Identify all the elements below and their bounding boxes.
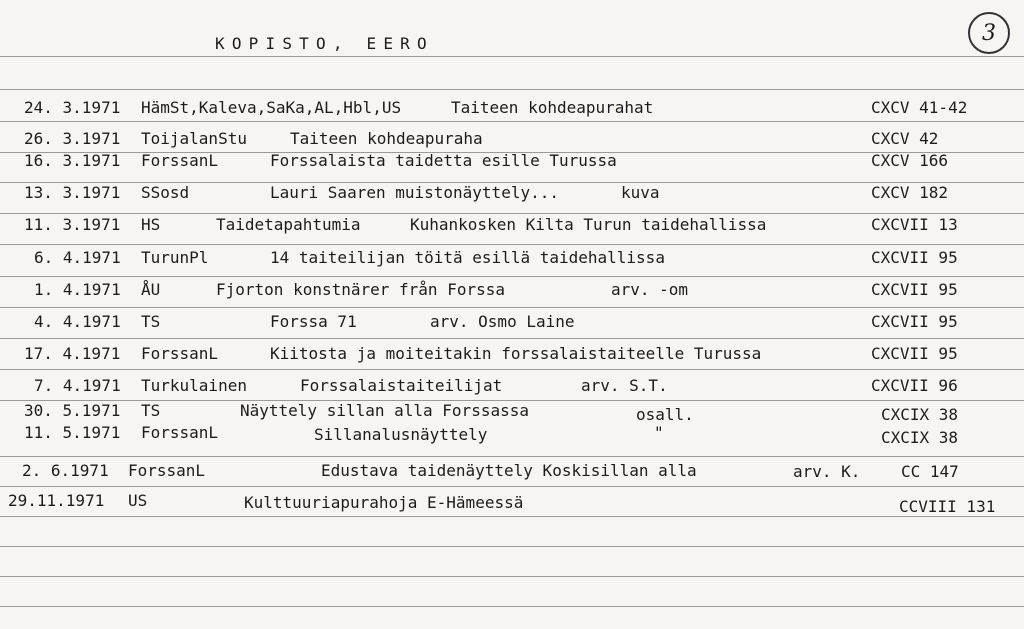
entry-source: ForssanL bbox=[141, 344, 219, 363]
entry-reference: CXCIX 38 bbox=[881, 428, 959, 447]
entry-date: 29.11.1971 bbox=[8, 491, 105, 510]
entry-source: TS bbox=[141, 401, 161, 420]
entry-reference: CXCVII 95 bbox=[871, 312, 958, 331]
entry-title: Taiteen kohdeapurahat bbox=[451, 98, 654, 117]
entry-date: 4. 4.1971 bbox=[34, 312, 121, 331]
entry-reference: CXCV 42 bbox=[871, 129, 939, 148]
entry-title: Forssalaistaiteilijat bbox=[300, 376, 503, 395]
entry-note: " bbox=[654, 423, 664, 442]
entry-date: 11. 3.1971 bbox=[24, 215, 121, 234]
entry-source: US bbox=[128, 491, 148, 510]
entry-source: ÅU bbox=[141, 280, 161, 299]
entry-date: 24. 3.1971 bbox=[24, 98, 121, 117]
ruled-line bbox=[0, 606, 1024, 607]
entry-reference: CXCIX 38 bbox=[881, 405, 959, 424]
entry-reference: CXCV 182 bbox=[871, 183, 949, 202]
entry-reference: CXCV 166 bbox=[871, 151, 949, 170]
entry-note: arv. Osmo Laine bbox=[430, 312, 575, 331]
entry-title: Taidetapahtumia bbox=[216, 215, 361, 234]
entry-note: Kuhankosken Kilta Turun taidehallissa bbox=[410, 215, 767, 234]
page-number-circle bbox=[968, 12, 1010, 54]
entry-date: 11. 5.1971 bbox=[24, 423, 121, 442]
entry-note: arv. S.T. bbox=[581, 376, 668, 395]
entry-source: HS bbox=[141, 215, 161, 234]
ruled-line bbox=[0, 89, 1024, 90]
entry-reference: CCVIII 131 bbox=[899, 497, 996, 516]
entry-source: ForssanL bbox=[128, 461, 206, 480]
entry-note: arv. -om bbox=[611, 280, 689, 299]
entry-title: Edustava taidenäyttely Koskisillan alla bbox=[321, 461, 697, 480]
ruled-line bbox=[0, 546, 1024, 547]
entry-title: Näyttely sillan alla Forssassa bbox=[240, 401, 529, 420]
entry-note: osall. bbox=[636, 405, 694, 424]
entry-title: Sillanalusnäyttely bbox=[314, 425, 488, 444]
ruled-line bbox=[0, 276, 1024, 277]
entry-note: kuva bbox=[621, 183, 660, 202]
entry-reference: CXCVII 95 bbox=[871, 344, 958, 363]
ruled-line bbox=[0, 244, 1024, 245]
entry-title: Kiitosta ja moiteitakin forssalaistaiteelle Turussa bbox=[270, 344, 762, 363]
entry-source: ToijalanStu bbox=[141, 129, 247, 148]
entry-title: Forssalaista taidetta esille Turussa bbox=[270, 151, 617, 170]
ruled-line bbox=[0, 56, 1024, 57]
entry-title: 14 taiteilijan töitä esillä taidehallissa bbox=[270, 248, 665, 267]
entry-date: 6. 4.1971 bbox=[34, 248, 121, 267]
entry-source: ForssanL bbox=[141, 423, 219, 442]
ruled-line bbox=[0, 456, 1024, 457]
entry-reference: CXCVII 96 bbox=[871, 376, 958, 395]
ruled-line bbox=[0, 213, 1024, 214]
entry-source: ForssanL bbox=[141, 151, 219, 170]
entry-date: 16. 3.1971 bbox=[24, 151, 121, 170]
ruled-line bbox=[0, 369, 1024, 370]
entry-source: TurunPl bbox=[141, 248, 209, 267]
entry-title: Forssa 71 bbox=[270, 312, 357, 331]
entry-reference: CC 147 bbox=[901, 462, 959, 481]
entry-source: HämSt,Kaleva,SaKa,AL,Hbl,US bbox=[141, 98, 402, 117]
entry-reference: CXCV 41-42 bbox=[871, 98, 968, 117]
ruled-line bbox=[0, 338, 1024, 339]
entry-note: arv. K. bbox=[793, 462, 861, 481]
entry-date: 17. 4.1971 bbox=[24, 344, 121, 363]
entry-reference: CXCVII 95 bbox=[871, 248, 958, 267]
entry-title: Taiteen kohdeapuraha bbox=[290, 129, 483, 148]
ruled-line bbox=[0, 576, 1024, 577]
entry-date: 7. 4.1971 bbox=[34, 376, 121, 395]
entry-reference: CXCVII 13 bbox=[871, 215, 958, 234]
card-heading-name: KOPISTO, EERO bbox=[215, 34, 434, 53]
ruled-line bbox=[0, 121, 1024, 122]
ruled-line bbox=[0, 307, 1024, 308]
entry-source: SSosd bbox=[141, 183, 190, 202]
entry-source: TS bbox=[141, 312, 161, 331]
entry-title: Fjorton konstnärer från Forssa bbox=[216, 280, 505, 299]
entry-title: Kulttuuriapurahoja E-Hämeessä bbox=[244, 493, 524, 512]
page-number: 3 bbox=[982, 20, 996, 46]
entry-title: Lauri Saaren muistonäyttely... bbox=[270, 183, 559, 202]
entry-date: 1. 4.1971 bbox=[34, 280, 121, 299]
entry-reference: CXCVII 95 bbox=[871, 280, 958, 299]
ruled-line bbox=[0, 516, 1024, 517]
ruled-line bbox=[0, 486, 1024, 487]
entry-date: 2. 6.1971 bbox=[22, 461, 109, 480]
entry-source: Turkulainen bbox=[141, 376, 247, 395]
entry-date: 26. 3.1971 bbox=[24, 129, 121, 148]
entry-date: 30. 5.1971 bbox=[24, 401, 121, 420]
entry-date: 13. 3.1971 bbox=[24, 183, 121, 202]
